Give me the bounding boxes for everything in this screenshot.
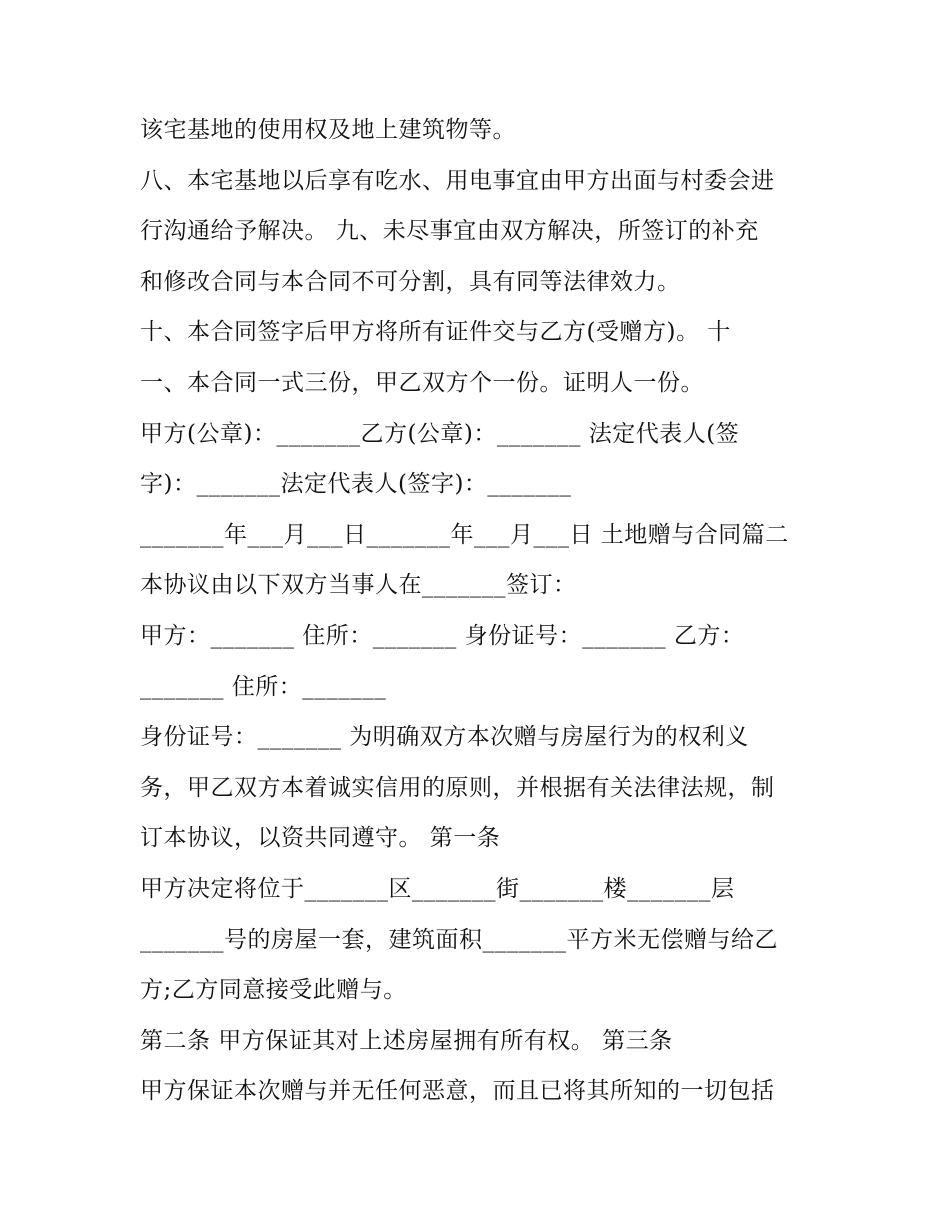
text-line: 身份证号：_______ 为明确双方本次赠与房屋行为的权利义 [140,724,749,750]
text-line: 字)：_______法定代表人(签字)：_______ [140,471,572,497]
text-line: 该宅基地的使用权及地上建筑物等。 [140,117,516,143]
text-line: 订本协议，以资共同遵守。 第一条 [140,825,501,851]
text-line: 一、本合同一式三份，甲乙双方个一份。证明人一份。 [140,370,704,396]
text-line: 甲方：_______ 住所：_______ 身份证号：_______ 乙方： [140,623,745,649]
text-line: _______ 住所：_______ [140,674,387,700]
text-line: 行沟通给予解决。 九、未尽事宜由双方解决，所签订的补充 [140,218,759,244]
text-line: _______号的房屋一套，建筑面积_______平方米无偿赠与给乙 [140,927,778,953]
text-line: 务，甲乙双方本着诚实信用的原则，并根据有关法律法规，制 [140,775,775,801]
text-line: 方;乙方同意接受此赠与。 [140,977,407,1003]
text-line: 甲方(公章)：_______乙方(公章)：_______ 法定代表人(签 [140,421,740,447]
text-line: 十、本合同签字后甲方将所有证件交与乙方(受赠方)。 十 [140,319,731,345]
text-line: 甲方决定将位于_______区_______街_______楼_______层 [140,876,735,902]
text-line: _______年___月___日_______年___月___日 土地赠与合同篇二 [140,522,789,548]
text-line: 第二条 甲方保证其对上述房屋拥有所有权。 第三条 [140,1028,673,1054]
text-line: 本协议由以下双方当事人在_______签订： [140,572,577,598]
text-line: 甲方保证本次赠与并无任何恶意，而且已将其所知的一切包括 [140,1078,775,1104]
text-line: 和修改合同与本合同不可分割，具有同等法律效力。 [140,269,681,295]
text-line: 八、本宅基地以后享有吃水、用电事宜由甲方出面与村委会进 [140,168,775,194]
